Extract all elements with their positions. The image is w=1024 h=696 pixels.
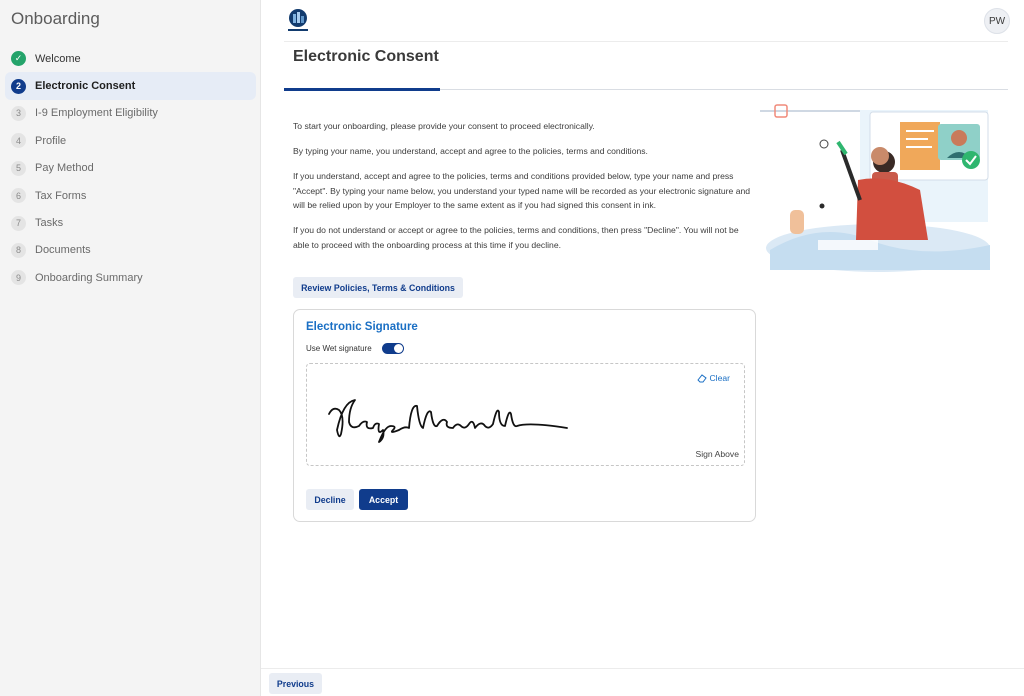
header-divider xyxy=(284,41,1008,42)
previous-button[interactable]: Previous xyxy=(269,673,322,694)
step-profile[interactable] xyxy=(5,127,256,154)
clear-label: Clear xyxy=(709,373,730,383)
step-number: 9 xyxy=(11,270,26,285)
page-title: Electronic Consent xyxy=(293,48,439,65)
consent-paragraph: By typing your name, you understand, accept and agree to the policies, terms and conditions. xyxy=(293,146,648,156)
electronic-signature-card xyxy=(293,309,756,522)
step-label: Documents xyxy=(35,244,91,257)
user-avatar[interactable]: PW xyxy=(984,8,1010,34)
clear-signature-link[interactable] xyxy=(697,373,730,383)
step-label: Welcome xyxy=(35,52,81,65)
accept-button[interactable]: Accept xyxy=(359,489,408,510)
consent-paragraph: If you do not understand or accept or agree to the policies, terms and conditions, then press "Decline". You will not be able to proceed with the onboarding process at this time if you decline. xyxy=(293,225,739,251)
step-tasks[interactable] xyxy=(5,209,256,236)
step-label: Tasks xyxy=(35,217,64,230)
consent-illustration xyxy=(760,100,992,275)
step-label: Profile xyxy=(35,134,67,147)
step-pay-method[interactable] xyxy=(5,155,256,182)
active-tab-indicator xyxy=(284,88,440,91)
step-number: 5 xyxy=(11,161,26,176)
step-label: Pay Method xyxy=(35,162,94,175)
consent-paragraph: If you understand, accept and agree to the policies, terms and conditions provided below, type your name and press "Accept". By typing your name below, you understand your typed name will be recorded as your electronic signature and will be relied upon by your Employer to the same extent as if you had signed this consent in ink. xyxy=(293,171,751,211)
step-number: 7 xyxy=(11,216,26,231)
step-label: I-9 Employment Eligibility xyxy=(35,107,158,120)
signature-title: Electronic Signature xyxy=(306,321,418,333)
consent-text xyxy=(293,119,755,263)
sidebar-title: Onboarding xyxy=(11,9,100,28)
step-onboarding-summary[interactable] xyxy=(5,264,256,291)
wet-signature-toggle[interactable] xyxy=(382,343,404,354)
step-label: Electronic Consent xyxy=(35,80,136,93)
step-number: 3 xyxy=(11,106,26,121)
footer-divider xyxy=(261,668,1024,669)
consent-paragraph: To start your onboarding, please provide your consent to proceed electronically. xyxy=(293,121,595,131)
step-number: 8 xyxy=(11,243,26,258)
step-number: 2 xyxy=(11,79,26,94)
sign-above-label: Sign Above xyxy=(695,449,739,459)
step-number: 4 xyxy=(11,133,26,148)
eraser-icon xyxy=(697,374,707,383)
wet-signature-label: Use Wet signature xyxy=(306,344,372,353)
step-documents[interactable] xyxy=(5,237,256,264)
step-number: 6 xyxy=(11,188,26,203)
decline-button[interactable]: Decline xyxy=(306,489,354,510)
check-icon: ✓ xyxy=(11,51,26,66)
step-label: Onboarding Summary xyxy=(35,271,143,284)
review-policies-button[interactable]: Review Policies, Terms & Conditions xyxy=(293,277,463,298)
onboarding-sidebar xyxy=(0,0,261,696)
step-electronic-consent[interactable] xyxy=(5,72,256,99)
signature-pad[interactable] xyxy=(306,363,745,466)
step-list xyxy=(5,45,256,292)
step-i9-eligibility[interactable] xyxy=(5,100,256,127)
company-logo-icon xyxy=(286,8,310,34)
step-tax-forms[interactable] xyxy=(5,182,256,209)
signature-stroke xyxy=(319,386,579,446)
wet-signature-row xyxy=(306,343,404,354)
step-label: Tax Forms xyxy=(35,189,87,202)
step-welcome[interactable] xyxy=(5,45,256,72)
